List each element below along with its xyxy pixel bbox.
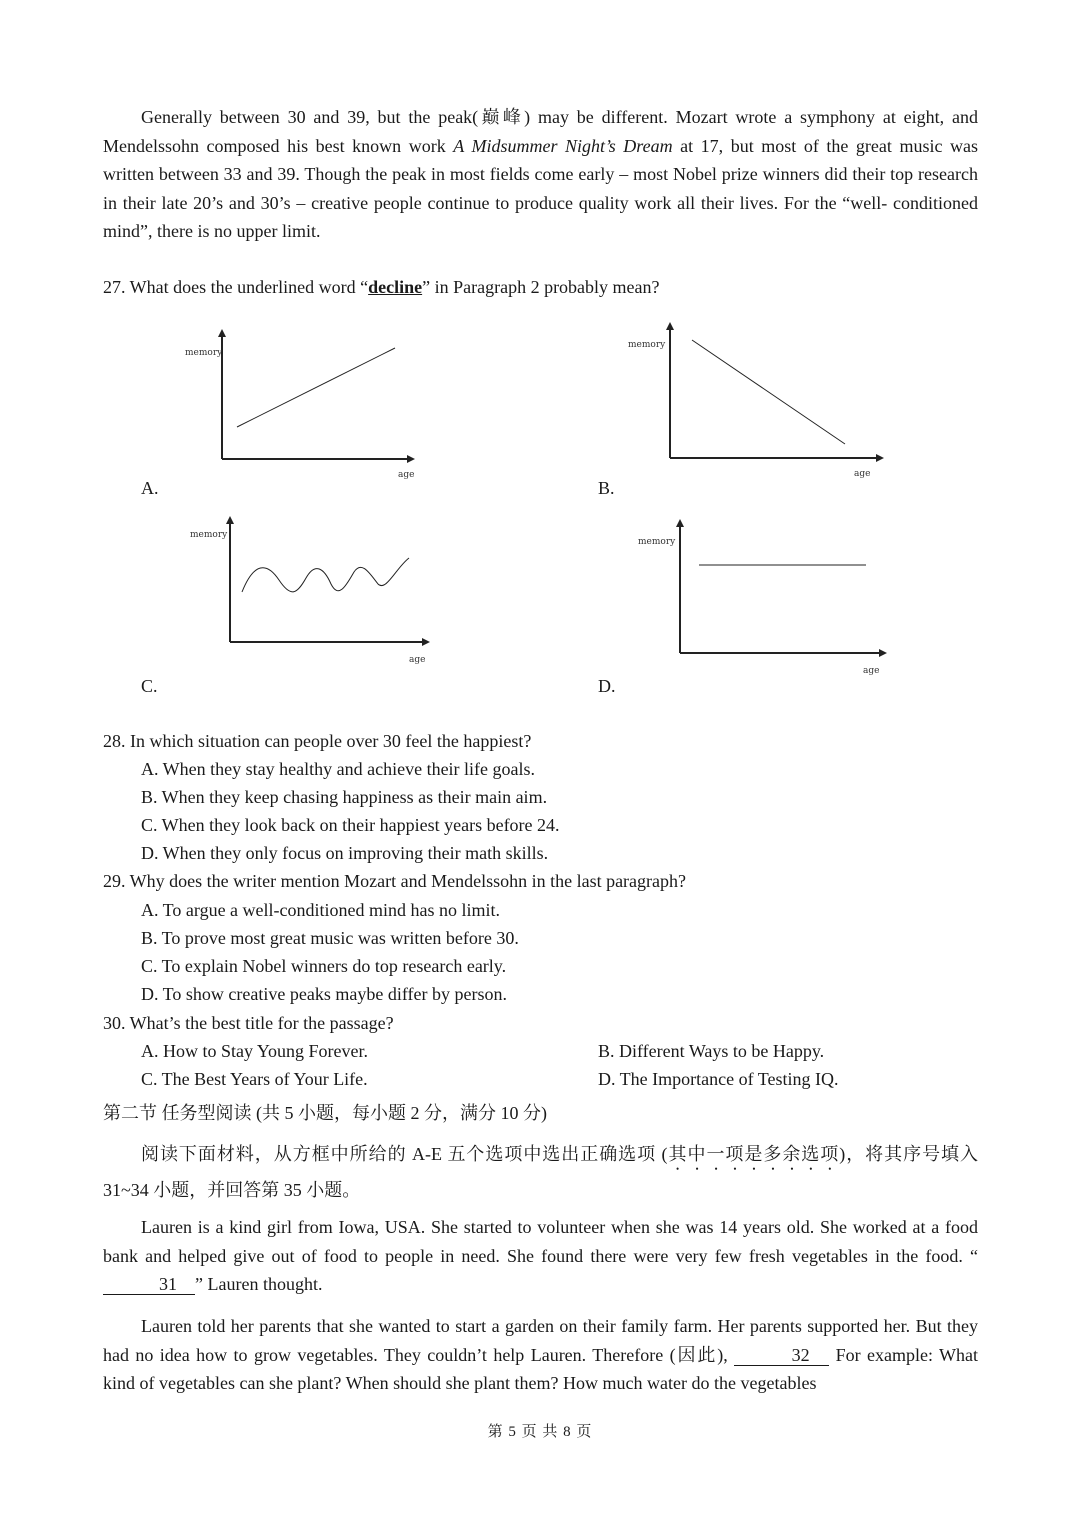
q29-option-a: A. To argue a well-conditioned mind has no limit. — [141, 900, 501, 920]
q30-option-d: D. The Importance of Testing IQ. — [598, 1069, 839, 1089]
story-paragraph-2 — [103, 1312, 978, 1398]
instr-emphasis: 其中一项是多余选项 — [667, 1144, 840, 1164]
graph-d-letter: D. — [598, 676, 616, 696]
q28-option-c: C. When they look back on their happiest years before 24. — [141, 815, 560, 835]
blank-32[interactable]: 32 — [734, 1345, 829, 1366]
q28-option-a: A. When they stay healthy and achieve their life goals. — [141, 759, 536, 779]
graph-c-ylabel: memory — [190, 530, 228, 540]
graph-c-xlabel: age — [409, 655, 426, 665]
question-27-stem — [103, 273, 660, 302]
q28-option-d: D. When they only focus on improving their math skills. — [141, 843, 549, 863]
q28-option-b: B. When they keep chasing happiness as their main aim. — [141, 787, 548, 807]
graph-d-ylabel: memory — [638, 537, 676, 547]
q27-suffix: ” in Paragraph 2 probably mean? — [422, 277, 660, 297]
question-29-stem: 29. Why does the writer mention Mozart and Mendelssohn in the last paragraph? — [103, 871, 687, 891]
section-2-instructions — [103, 1138, 978, 1207]
story-p1-end: ” Lauren thought. — [195, 1274, 323, 1294]
graph-b-letter: B. — [598, 478, 615, 498]
story-p1-text: Lauren is a kind girl from Iowa, USA. She started to volunteer when she was 14 years old. She worked at a food bank and helped give out of food to people in need. She found there were very few fresh vegetables in the food. “ — [103, 1217, 978, 1266]
graph-a-ylabel: memory — [185, 348, 223, 358]
story-p2-end: For example: What kind of vegetables can she plant? When should she plant them? How much water do the vegetables — [103, 1344, 978, 1393]
page-number: 第 5 页 共 8 页 — [487, 1424, 593, 1440]
underlined-word: decline — [368, 277, 423, 297]
section-2-heading: 第二节 任务型阅读 (共 5 小题，每小题 2 分，满分 10 分) — [103, 1103, 547, 1123]
story-paragraph-1 — [103, 1213, 978, 1299]
story-p2-text: Lauren told her parents that she wanted to start a garden on their family farm. Her parents supported her. But they had no idea how to grow vegetables. They couldn’t help Lauren. Therefore (因此), — [103, 1316, 978, 1365]
q29-option-c: C. To explain Nobel winners do top research early. — [141, 956, 507, 976]
graph-option-c — [182, 512, 432, 672]
q29-option-b: B. To prove most great music was written before 30. — [141, 928, 519, 948]
question-30-stem: 30. What’s the best title for the passage? — [103, 1013, 394, 1033]
q30-option-a: A. How to Stay Young Forever. — [141, 1041, 369, 1061]
graph-c-letter: C. — [141, 676, 158, 696]
passage-last-paragraph — [103, 103, 978, 246]
instr-part-a: 阅读下面材料，从方框中所给的 A-E 五个选项中选出正确选项 ( — [141, 1144, 668, 1164]
blank-31[interactable]: 31 — [103, 1274, 195, 1295]
q30-option-b: B. Different Ways to be Happy. — [598, 1041, 825, 1061]
q29-option-d: D. To show creative peaks maybe differ by person. — [141, 984, 507, 1004]
graph-option-a — [175, 325, 415, 485]
instr-part-b: )，将其序号填入 31~34 小题，并回答第 35 小题。 — [103, 1144, 978, 1200]
graph-d-xlabel: age — [863, 666, 880, 676]
q30-option-c: C. The Best Years of Your Life. — [141, 1069, 368, 1089]
question-28-stem: 28. In which situation can people over 30 feel the happiest? — [103, 731, 532, 751]
work-title: A Midsummer Night’s Dream — [453, 135, 673, 156]
q27-prefix: 27. What does the underlined word “ — [103, 277, 369, 297]
graph-b-xlabel: age — [854, 469, 871, 479]
graph-a-letter: A. — [141, 478, 159, 498]
passage-text-1: Generally between 30 and 39, but the peak(巅峰) may be different. Mozart wrote a symphony at eight, and Mendelssohn composed his best known work — [103, 107, 978, 156]
graph-b-ylabel: memory — [628, 340, 666, 350]
passage-text-2: at 17, but most of the great music was written between 33 and 39. Though the peak in most fields come early – most Nobel prize winners did their top research in their late 20’s and 30’s – creative people continue to produce quality work all their lives. For the “well- conditioned mind”, there is no upper limit. — [103, 135, 978, 241]
graph-option-b — [626, 318, 886, 483]
graph-a-xlabel: age — [398, 470, 415, 480]
graph-option-d — [635, 515, 890, 680]
